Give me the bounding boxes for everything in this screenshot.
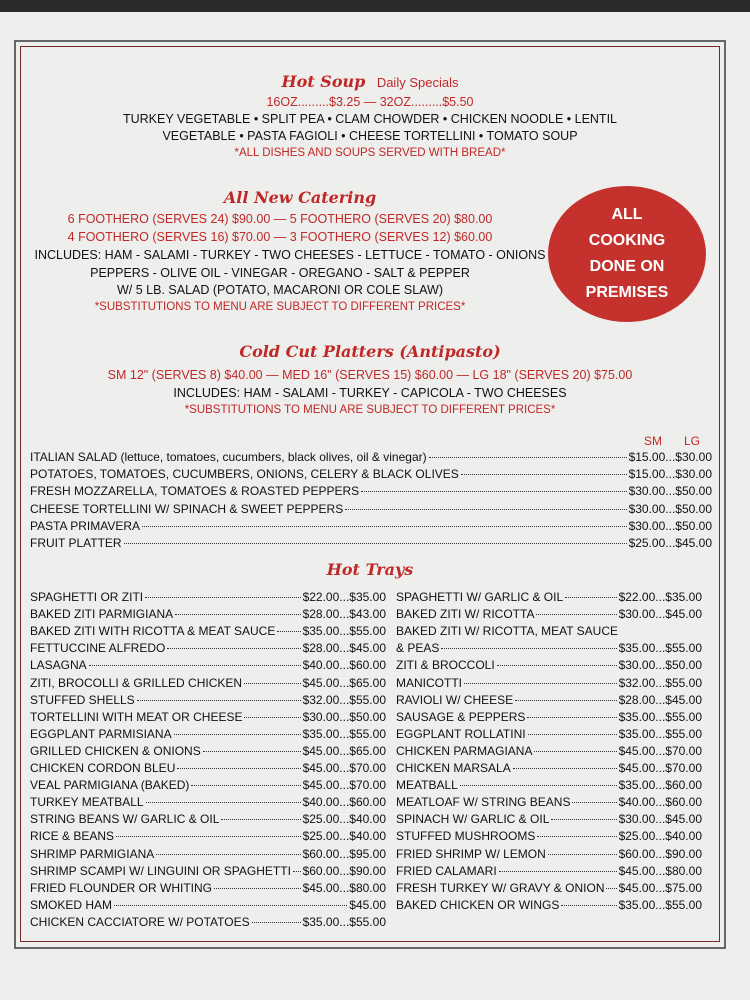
dot-leader <box>142 526 627 527</box>
menu-item-name: FRESH MOZZARELLA, TOMATOES & ROASTED PEPPERS <box>30 484 360 499</box>
menu-item-price: $40.00...$60.00 <box>618 795 702 810</box>
dot-leader <box>460 785 617 786</box>
dot-leader <box>345 509 626 510</box>
dot-leader <box>499 871 617 872</box>
menu-item-name: RAVIOLI W/ CHEESE <box>396 692 514 707</box>
menu-item-row <box>30 467 712 483</box>
menu-item-price: $45.00...$80.00 <box>302 880 386 895</box>
menu-item-row <box>30 881 386 897</box>
menu-item-name: SPAGHETTI OR ZITI <box>30 590 144 604</box>
badge-line-2: COOKING <box>588 232 666 249</box>
menu-item-price: $28.00...$45.00 <box>618 692 702 707</box>
menu-item-name: SPAGHETTI W/ GARLIC & OIL <box>396 590 564 604</box>
menu-item-price: $22.00...$35.00 <box>302 590 386 604</box>
dot-leader <box>175 614 300 615</box>
menu-item-row <box>30 898 386 914</box>
dot-leader <box>461 474 627 475</box>
menu-item-price: $35.00...$55.00 <box>302 726 386 741</box>
menu-item-name: FRIED FLOUNDER OR WHITING <box>30 880 212 895</box>
menu-item-row <box>30 641 386 657</box>
menu-item-name: SMOKED HAM <box>30 897 113 912</box>
dot-leader <box>114 905 347 906</box>
menu-item-name: BAKED ZITI W/ RICOTTA <box>396 607 535 622</box>
dot-leader <box>606 888 616 889</box>
catering-line-2: 4 FOOTHERO (SERVES 16) $70.00 — 3 FOOTHERO (SERVES 12) $60.00 <box>67 230 493 244</box>
catering-line-5: W/ 5 LB. SALAD (POTATO, MACARONI OR COLE SLAW) <box>117 283 443 297</box>
menu-item-price: $32.00...$55.00 <box>302 692 386 707</box>
menu-item-row <box>30 761 386 777</box>
menu-item-price: $25.00...$40.00 <box>302 812 386 827</box>
catering-note: *SUBSTITUTIONS TO MENU ARE SUBJECT TO DIFFERENT PRICES* <box>94 301 466 313</box>
menu-item-price: $45.00...$65.00 <box>302 743 386 758</box>
menu-item-name: FRIED SHRIMP W/ LEMON <box>396 846 546 861</box>
menu-item-price: $25.00...$40.00 <box>618 829 702 844</box>
menu-item-price: $60.00...$95.00 <box>302 846 386 861</box>
dot-leader <box>441 648 616 649</box>
menu-item-price: $60.00...$90.00 <box>618 846 702 861</box>
menu-item-row <box>30 744 386 760</box>
menu-item-price: $15.00...$30.00 <box>628 450 712 464</box>
menu-item-name: CHICKEN PARMAGIANA <box>396 743 533 758</box>
dot-leader <box>464 683 617 684</box>
dot-leader <box>572 802 616 803</box>
menu-item-price: $45.00...$80.00 <box>618 863 702 878</box>
menu-item-row <box>30 727 386 743</box>
menu-item-name: TORTELLINI WITH MEAT OR CHEESE <box>30 709 243 724</box>
menu-item-name: GRILLED CHICKEN & ONIONS <box>30 743 201 758</box>
menu-item-row <box>30 484 712 500</box>
menu-item-price: $35.00...$60.00 <box>618 778 702 793</box>
menu-item-row <box>30 847 386 863</box>
dot-leader <box>221 819 300 820</box>
salad-sm-header: SM <box>644 434 662 448</box>
menu-item-name: FRIED CALAMARI <box>396 863 497 878</box>
dot-leader <box>527 717 616 718</box>
menu-item-name: TURKEY MEATBALL <box>30 795 144 810</box>
menu-item-name: MEATLOAF W/ STRING BEANS <box>396 795 571 810</box>
menu-item-price: $35.00...$55.00 <box>618 726 702 741</box>
menu-item-name: CHEESE TORTELLINI W/ SPINACH & SWEET PEPPERS <box>30 501 344 516</box>
dot-leader <box>244 683 301 684</box>
menu-item-name: CHICKEN CACCIATORE W/ POTATOES <box>30 914 250 929</box>
menu-item-name: STUFFED MUSHROOMS <box>396 829 536 844</box>
menu-item-row <box>30 864 386 880</box>
dot-leader <box>177 768 300 769</box>
menu-item-price: $45.00...$70.00 <box>618 761 702 775</box>
dot-leader <box>146 802 301 803</box>
menu-item-row <box>396 744 702 760</box>
hottrays-title: Hot Trays <box>326 560 414 579</box>
soup-heading <box>20 72 720 91</box>
dot-leader <box>548 854 617 855</box>
menu-item-row <box>396 881 702 897</box>
menu-item-row <box>30 658 386 674</box>
menu-item-name: MEATBALL <box>396 778 458 793</box>
menu-item-price: $35.00...$55.00 <box>618 641 702 656</box>
menu-item-row <box>30 915 386 931</box>
menu-item-price: $35.00...$55.00 <box>618 897 702 912</box>
dot-leader <box>551 819 616 820</box>
menu-item-price: $45.00...$70.00 <box>302 778 386 793</box>
menu-item-name: CHICKEN CORDON BLEU <box>30 761 176 775</box>
dot-leader <box>277 631 300 632</box>
menu-item-price: $40.00...$60.00 <box>302 658 386 673</box>
menu-item-name: FETTUCCINE ALFREDO <box>30 641 166 656</box>
menu-item-row <box>396 693 702 709</box>
menu-item-name: POTATOES, TOMATOES, CUCUMBERS, ONIONS, CELERY & BLACK OLIVES <box>30 467 459 482</box>
catering-heading <box>20 188 580 207</box>
dot-leader <box>156 854 300 855</box>
menu-item-price: $45.00...$65.00 <box>302 675 386 690</box>
soup-line-1: TURKEY VEGETABLE • SPLIT PEA • CLAM CHOWDER • CHICKEN NOODLE • LENTIL <box>122 112 617 126</box>
menu-item-row <box>30 502 712 518</box>
menu-item-name: SPINACH W/ GARLIC & OIL <box>396 812 550 827</box>
menu-item-price: $35.00...$55.00 <box>302 624 386 639</box>
menu-item-name: STRING BEANS W/ GARLIC & OIL <box>30 812 220 827</box>
menu-item-row <box>396 847 702 863</box>
dot-leader <box>252 922 301 923</box>
menu-item-row <box>396 676 702 692</box>
menu-item-row <box>396 727 702 743</box>
menu-item-price: $30.00...$50.00 <box>302 709 386 724</box>
menu-item-price: $40.00...$60.00 <box>302 795 386 810</box>
menu-item-name: & PEAS <box>396 641 440 656</box>
menu-item-row <box>30 590 386 606</box>
menu-item-name: SAUSAGE & PEPPERS <box>396 709 526 724</box>
all-cooking-badge <box>548 186 706 322</box>
dot-leader <box>528 734 617 735</box>
menu-item-name: ITALIAN SALAD (lettuce, tomatoes, cucumbers, black olives, oil & vinegar) <box>30 450 427 464</box>
dot-leader <box>214 888 301 889</box>
menu-item-price: $30.00...$50.00 <box>628 484 712 499</box>
menu-item-row <box>396 829 702 845</box>
dot-leader <box>537 836 616 837</box>
menu-item-price: $22.00...$35.00 <box>618 590 702 604</box>
menu-item-name: FRUIT PLATTER <box>30 536 122 550</box>
catering-line-1: 6 FOOTHERO (SERVES 24) $90.00 — 5 FOOTHERO (SERVES 20) $80.00 <box>67 212 493 226</box>
dot-leader <box>145 597 300 598</box>
menu-item-row <box>396 590 702 606</box>
badge-line-1: ALL <box>611 206 643 223</box>
menu-item-name: FRESH TURKEY W/ GRAVY & ONION <box>396 880 605 895</box>
menu-item-price: $15.00...$30.00 <box>628 467 712 482</box>
menu-item-row <box>396 761 702 777</box>
menu-item-name: BAKED ZITI W/ RICOTTA, MEAT SAUCE <box>396 624 619 639</box>
menu-item-price: $28.00...$43.00 <box>302 607 386 622</box>
menu-item-price: $28.00...$45.00 <box>302 641 386 656</box>
dot-leader <box>497 665 617 666</box>
hottrays-heading <box>20 560 720 579</box>
menu-item-row <box>396 607 702 623</box>
soup-note: *ALL DISHES AND SOUPS SERVED WITH BREAD* <box>234 147 506 159</box>
catering-title: All New Catering <box>223 188 377 207</box>
menu-item-name: BAKED ZITI WITH RICOTTA & MEAT SAUCE <box>30 624 276 639</box>
dot-leader <box>89 665 301 666</box>
dot-leader <box>174 734 301 735</box>
catering-line-3: INCLUDES: HAM - SALAMI - TURKEY - TWO CHEESES - LETTUCE - TOMATO - ONIONS <box>34 248 546 262</box>
menu-item-row <box>30 710 386 726</box>
dot-leader <box>137 700 301 701</box>
menu-item-price: $45.00...$70.00 <box>302 761 386 775</box>
menu-item-price: $30.00...$50.00 <box>628 501 712 516</box>
menu-item-row <box>396 641 702 657</box>
menu-item-price: $60.00...$90.00 <box>302 863 386 878</box>
dot-leader <box>191 785 300 786</box>
menu-item-name: BAKED CHICKEN OR WINGS <box>396 897 560 912</box>
menu-item-price: $30.00...$45.00 <box>618 607 702 622</box>
menu-item-price: $25.00...$45.00 <box>628 536 712 550</box>
menu-item-name: STUFFED SHELLS <box>30 692 135 707</box>
menu-item-row <box>396 624 702 640</box>
catering-line-4: PEPPERS - OLIVE OIL - VINEGAR - OREGANO - SALT & PEPPER <box>90 266 470 280</box>
menu-item-row <box>30 536 712 552</box>
menu-item-row <box>396 795 702 811</box>
menu-item-price: $32.00...$55.00 <box>618 675 702 690</box>
soup-title: Hot Soup <box>281 72 366 91</box>
menu-item-name: MANICOTTI <box>396 675 462 690</box>
menu-item-name: SHRIMP PARMIGIANA <box>30 846 155 861</box>
coldcut-line-2: INCLUDES: HAM - SALAMI - TURKEY - CAPICOLA - TWO CHEESES <box>173 386 567 400</box>
coldcut-note: *SUBSTITUTIONS TO MENU ARE SUBJECT TO DIFFERENT PRICES* <box>184 404 556 416</box>
menu-item-name: RICE & BEANS <box>30 829 115 844</box>
menu-item-name: SHRIMP SCAMPI W/ LINGUINI OR SPAGHETTI <box>30 863 291 878</box>
menu-item-name: ZITI & BROCCOLI <box>396 658 495 673</box>
menu-item-row <box>396 898 702 914</box>
dot-leader <box>293 871 301 872</box>
menu-item-name: EGGPLANT PARMISIANA <box>30 726 172 741</box>
menu-item-row <box>396 710 702 726</box>
menu-item-row <box>396 864 702 880</box>
soup-sizes: 16OZ.........$3.25 — 32OZ.........$5.50 <box>266 95 474 109</box>
menu-item-name: CHICKEN MARSALA <box>396 761 511 775</box>
menu-item-row <box>30 829 386 845</box>
menu-item-row <box>30 450 712 466</box>
coldcut-heading <box>20 342 720 361</box>
salad-lg-header: LG <box>684 434 701 448</box>
menu-item-row <box>396 812 702 828</box>
coldcut-line-1: SM 12" (SERVES 8) $40.00 — MED 16" (SERVES 15) $60.00 — LG 18" (SERVES 20) $75.00 <box>107 368 633 382</box>
menu-item-row <box>30 676 386 692</box>
menu-item-row <box>396 658 702 674</box>
menu-item-row <box>396 778 702 794</box>
dot-leader <box>124 543 627 544</box>
menu-item-price: $45.00...$70.00 <box>618 743 702 758</box>
menu-item-price: $30.00...$50.00 <box>628 518 712 533</box>
menu-item-row <box>30 519 712 535</box>
dot-leader <box>536 614 616 615</box>
menu-item-price: $30.00...$45.00 <box>618 812 702 827</box>
menu-item-price: $25.00...$40.00 <box>302 829 386 844</box>
menu-item-price: $30.00...$50.00 <box>618 658 702 673</box>
dot-leader <box>561 905 616 906</box>
menu-item-price: $45.00 <box>349 897 386 912</box>
menu-item-row <box>30 795 386 811</box>
menu-item-row <box>30 812 386 828</box>
menu-item-name: BAKED ZITI PARMIGIANA <box>30 607 174 622</box>
dot-leader <box>203 751 301 752</box>
dot-leader <box>565 597 616 598</box>
badge-line-4: PREMISES <box>585 284 669 301</box>
dot-leader <box>534 751 616 752</box>
dot-leader <box>167 648 300 649</box>
menu-item-name: EGGPLANT ROLLATINI <box>396 726 526 741</box>
menu-item-row <box>30 778 386 794</box>
soup-line-2: VEGETABLE • PASTA FAGIOLI • CHEESE TORTELLINI • TOMATO SOUP <box>162 129 578 143</box>
soup-subtitle: Daily Specials <box>376 75 459 90</box>
dot-leader <box>361 491 626 492</box>
dot-leader <box>513 768 617 769</box>
dot-leader <box>244 717 300 718</box>
badge-line-3: DONE ON <box>589 258 665 275</box>
menu-item-name: LASAGNA <box>30 658 87 673</box>
menu-item-price: $45.00...$75.00 <box>618 880 702 895</box>
menu-item-row <box>30 607 386 623</box>
menu-item-price: $35.00...$55.00 <box>618 709 702 724</box>
menu-item-name: VEAL PARMIGIANA (BAKED) <box>30 778 190 793</box>
dot-leader <box>515 700 616 701</box>
dot-leader <box>429 457 627 458</box>
menu-item-price: $35.00...$55.00 <box>302 914 386 929</box>
menu-item-row <box>30 693 386 709</box>
menu-item-row <box>30 624 386 640</box>
coldcut-title: Cold Cut Platters (Antipasto) <box>239 342 501 361</box>
menu-item-name: ZITI, BROCOLLI & GRILLED CHICKEN <box>30 675 243 690</box>
dot-leader <box>116 836 301 837</box>
menu-item-name: PASTA PRIMAVERA <box>30 518 141 533</box>
